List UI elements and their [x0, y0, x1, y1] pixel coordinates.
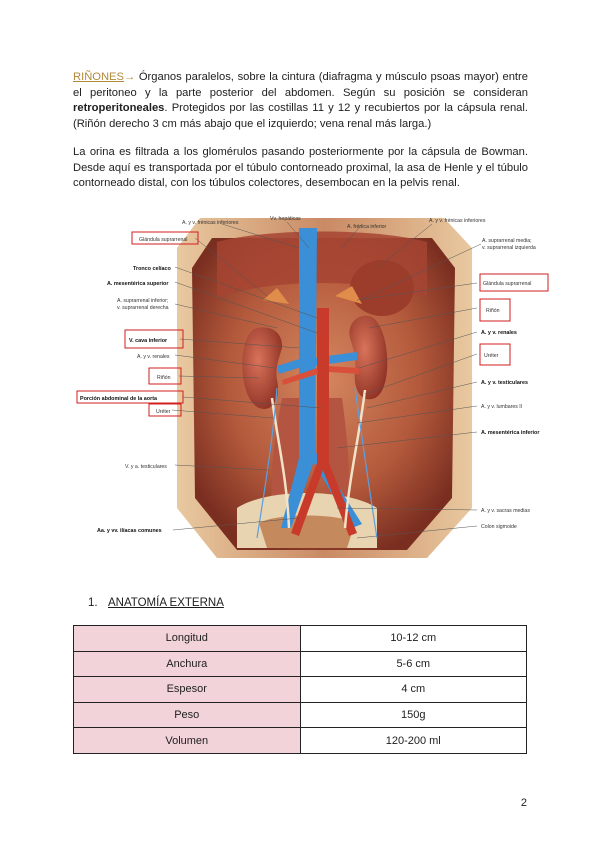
fig-label-top: Vv. hepáticas	[270, 216, 301, 222]
fig-label-right: Colon sigmoide	[481, 524, 517, 530]
fig-label-right: v. suprarrenal izquierda	[482, 245, 536, 251]
fig-label-left: Aa. y vv. ilíacas comunes	[97, 528, 162, 534]
table-row	[74, 702, 527, 728]
page-number: 2	[520, 797, 527, 809]
table-cell-label: Espesor	[74, 677, 301, 703]
fig-label-right: Riñón	[486, 308, 500, 314]
table-row	[74, 626, 527, 652]
table-row	[74, 651, 527, 677]
fig-label-left: Tronco celíaco	[133, 266, 171, 272]
fig-label-left: Riñón	[157, 375, 171, 381]
external-anatomy-table	[73, 625, 527, 754]
table-cell-value: 120-200 ml	[300, 728, 527, 754]
table-row	[74, 728, 527, 754]
fig-label-right: Glándula suprarrenal	[483, 281, 532, 287]
table-cell-label: Anchura	[74, 651, 301, 677]
fig-label-left: A. mesentérica superior	[107, 281, 169, 287]
filtration-paragraph: La orina es filtrada a los glomérulos pasando posteriormente por la cápsula de Bowman. Desde aquí es transportada por el túbulo contorneado proximal, la asa de Henle y el túbulo contorneado distal, con los túbulos colectores, desembocan en la pelvis renal.	[73, 146, 528, 189]
fig-label-right: A. y v. sacras medias	[481, 508, 530, 514]
table-cell-label: Volumen	[74, 728, 301, 754]
intro-text-a: Órganos paralelos, sobre la cintura (diafragma y músculo psoas mayor) entre el peritoneo y la parte posterior del abdomen. Según su posición se consideran	[73, 71, 528, 99]
fig-label-right: A. suprarrenal media;	[482, 238, 532, 244]
fig-label-left: Uréter	[156, 409, 171, 415]
table-cell-label: Peso	[74, 702, 301, 728]
section-heading	[88, 597, 224, 609]
table-row	[74, 677, 527, 703]
fig-label-left: A. y v. renales	[137, 354, 170, 360]
fig-label-left: Glándula suprarrenal	[139, 237, 188, 243]
fig-label-right: A. y v. testiculares	[481, 380, 528, 386]
fig-label-right: A. mesentérica inferior	[481, 430, 540, 436]
fig-label-left: A. y v. frénicas inferiores	[182, 220, 239, 226]
table-cell-value: 10-12 cm	[300, 626, 527, 652]
table-cell-label: Longitud	[74, 626, 301, 652]
kidney-anatomy-figure	[77, 208, 540, 566]
intro-text-b: . Protegidos por las costillas 11 y 12 y recubiertos por la cápsula renal. (Riñón derecho 3 cm más abajo que el izquierdo; vena renal más larga.)	[73, 102, 528, 130]
fig-label-right: Uréter	[484, 353, 499, 359]
table-cell-value: 4 cm	[300, 677, 527, 703]
fig-label-left: v. suprarrenal derecha	[117, 305, 169, 311]
fig-label-left: V. cava inferior	[129, 338, 168, 344]
fig-label-top: A. frénica inferior	[347, 224, 387, 230]
kidneys-title: RIÑONES	[73, 71, 124, 83]
arrow-icon: →	[123, 71, 136, 83]
fig-label-right: A. y v. lumbares II	[481, 404, 523, 410]
fig-label-right: A. y v. renales	[481, 330, 517, 336]
fig-label-left: A. suprarrenal inferior;	[117, 298, 169, 304]
table-cell-value: 5-6 cm	[300, 651, 527, 677]
fig-label-top: A. y v. frénicas inferiores	[429, 218, 486, 224]
section-title: ANATOMÍA EXTERNA	[108, 597, 224, 609]
fig-label-left: Porción abdominal de la aorta	[80, 396, 157, 402]
section-number: 1.	[88, 597, 98, 609]
fig-label-left: V. y a. testiculares	[125, 464, 167, 470]
intro-bold-term: retroperitoneales	[73, 102, 165, 114]
intro-paragraph	[73, 70, 528, 132]
table-cell-value: 150g	[300, 702, 527, 728]
